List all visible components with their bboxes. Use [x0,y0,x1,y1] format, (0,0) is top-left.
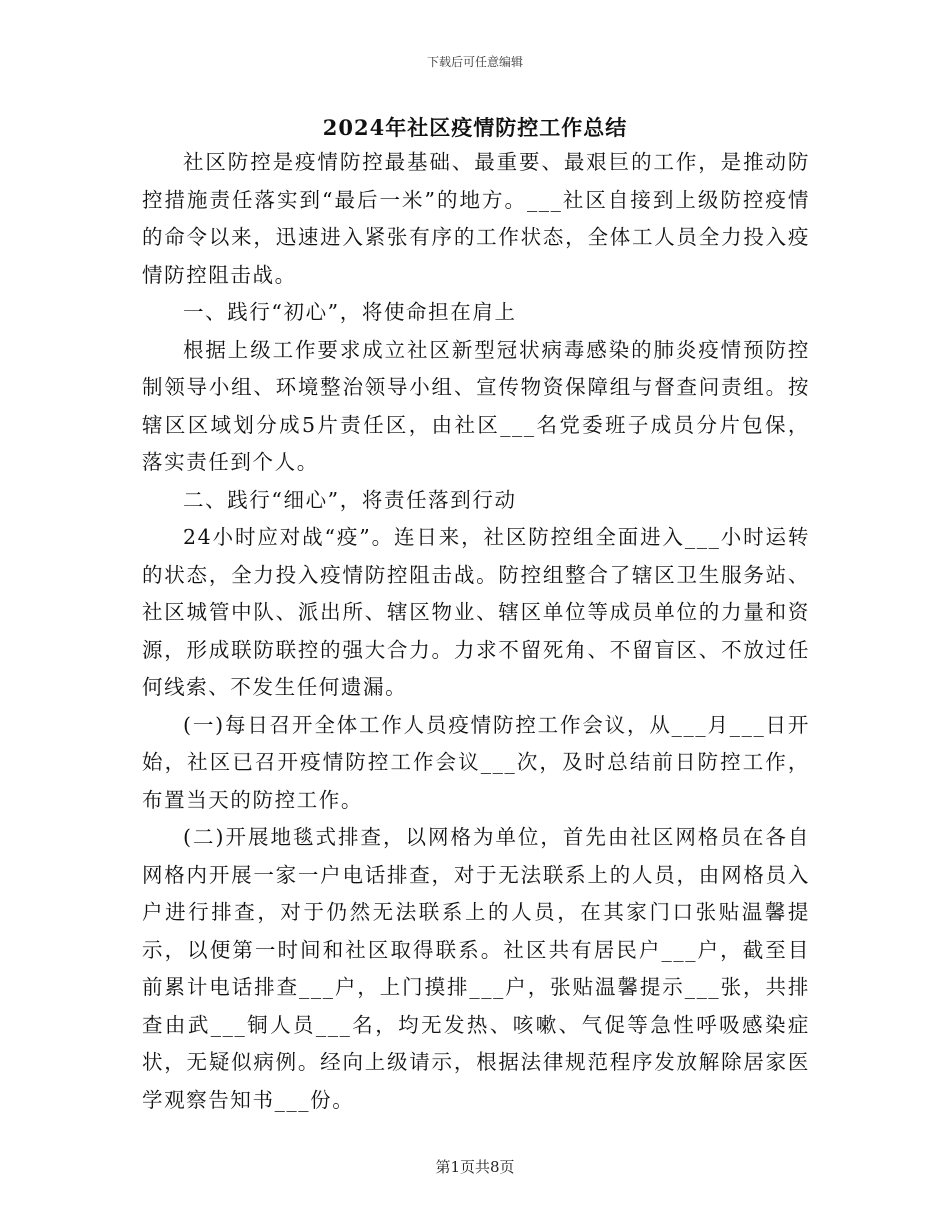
item-1-paragraph: (一)每日召开全体工作人员疫情防控工作会议，从___月___日开始，社区已召开疫情防控工作会议___次，及时总结前日防控工作，布置当天的防控工作。 [142,712,810,812]
page-footer: 第1页共8页 [435,1158,515,1176]
section-1-paragraph: 根据上级工作要求成立社区新型冠状病毒感染的肺炎疫情预防控制领导小组、环境整治领导小组、宣传物资保障组与督查问责组。按辖区区域划分成5片责任区，由社区___名党委班子成员分片包保，落实责任到个人。 [142,337,810,474]
item-2-paragraph: (二)开展地毯式排查，以网格为单位，首先由社区网格员在各自网格内开展一家一户电话排查，对于无法联系上的人员，由网格员入户进行排查，对于仍然无法联系上的人员，在其家门口张贴温馨提示，以便第一时间和社区取得联系。社区共有居民户___户，截至目前累计电话排查___户，上门摸排___户，张贴温馨提示___张，共排查由武___铜人员___名，均无发热、咳嗽、气促等急性呼吸感染症状，无疑似病例。经向上级请示，根据法律规范程序发放解除居家医学观察告知书___份。 [142,825,810,1112]
document-body [142,144,810,1119]
section-heading-2: 二、践行“细心”，将责任落到行动 [183,487,517,512]
intro-paragraph: 社区防控是疫情防控最基础、最重要、最艰巨的工作，是推动防控措施责任落实到“最后一米”的地方。___社区自接到上级防控疫情的命令以来，迅速进入紧张有序的工作状态，全体工人员全力投入疫情防控阻击战。 [142,150,810,287]
section-2-paragraph: 24小时应对战“疫”。连日来，社区防控组全面进入___小时运转的状态，全力投入疫情防控阻击战。防控组整合了辖区卫生服务站、社区城管中队、派出所、辖区物业、辖区单位等成员单位的力量和资源，形成联防联控的强大合力。力求不留死角、不留盲区、不放过任何线索、不发生任何遗漏。 [142,525,810,699]
header-note: 下载后可任意编辑 [426,55,523,69]
section-heading-1: 一、践行“初心”，将使命担在肩上 [183,300,517,324]
document-title: 2024年社区疫情防控工作总结 [322,115,628,140]
